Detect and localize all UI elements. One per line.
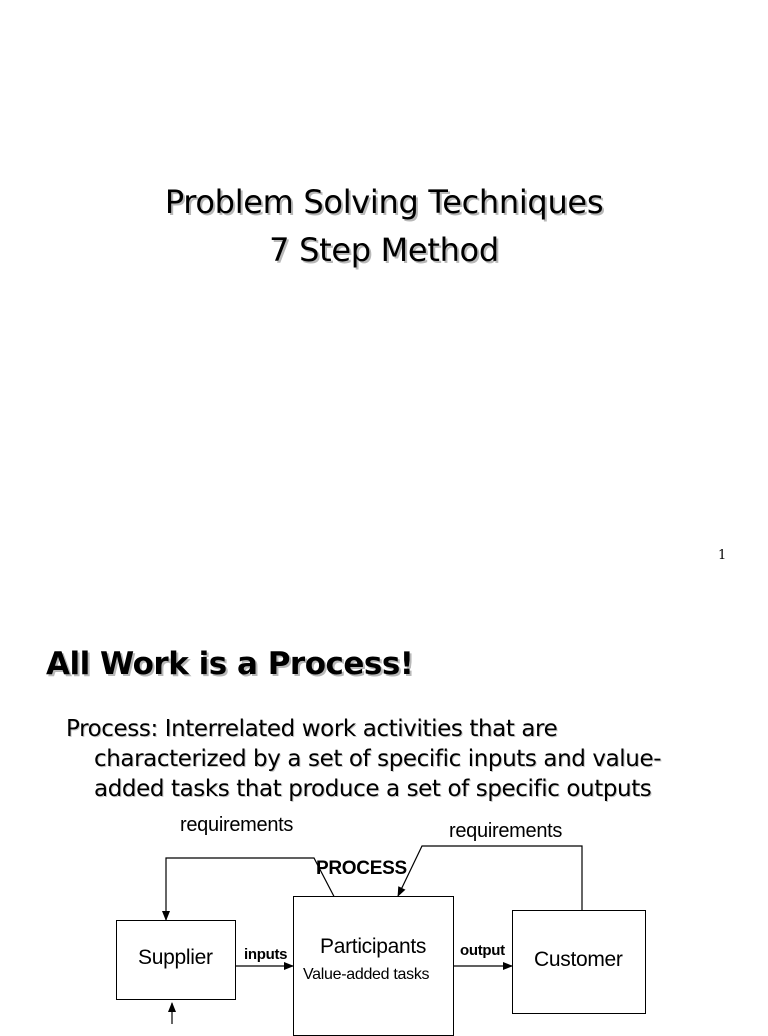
- customer-label: Customer: [534, 948, 623, 971]
- page-number: 1: [718, 548, 727, 563]
- process-slide: [0, 588, 768, 1024]
- supplier-label: Supplier: [138, 946, 213, 969]
- value-added-label: Value-added tasks: [303, 966, 430, 983]
- slide-heading: All Work is a Process!: [46, 646, 414, 682]
- definition-line-3: added tasks that produce a set of specific outputs: [94, 776, 652, 802]
- requirements-left-label: requirements: [180, 814, 294, 836]
- definition-line-2: characterized by a set of specific inputs and value-: [94, 746, 662, 772]
- process-definition: [66, 714, 706, 804]
- inputs-label: inputs: [244, 946, 288, 963]
- process-label: PROCESS: [316, 858, 407, 879]
- slide-title-line1: Problem Solving Techniques: [164, 183, 604, 221]
- process-diagram: [0, 814, 768, 1024]
- output-label: output: [460, 942, 505, 959]
- requirements-right-label: requirements: [449, 820, 563, 842]
- definition-line-1: Process: Interrelated work activities that are: [66, 716, 558, 742]
- slide-title-line2: 7 Step Method: [269, 231, 499, 269]
- slide-title: [0, 178, 768, 274]
- participants-label: Participants: [320, 935, 427, 958]
